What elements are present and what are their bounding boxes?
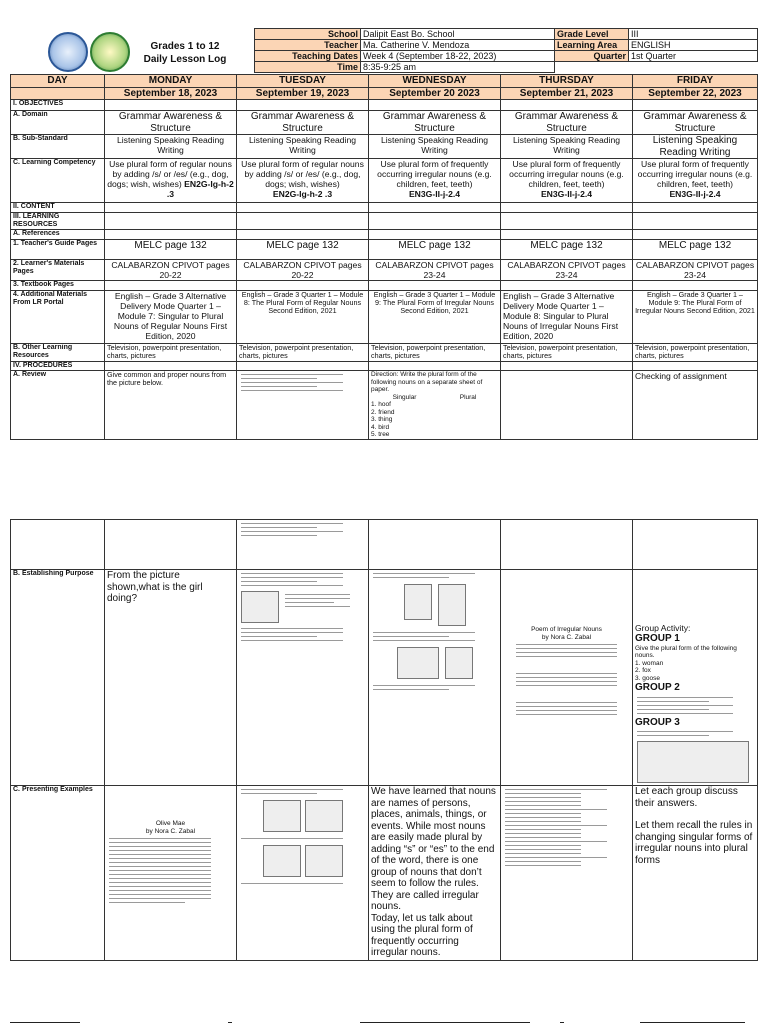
presenting-wednesday-text-1: We have learned that nouns are names of persons, places, animals, things, or events. While most nouns are easily made plural by adding “s” or “es” to the end of the word, there is one group of nouns that don’t seem to follow the rules. They are called irregular nouns. (371, 786, 496, 912)
other-friday: Television, powerpoint presentation, charts, pictures (633, 344, 758, 362)
group-3-label: GROUP 3 (635, 716, 680, 728)
review-row-1: 1. hoof (371, 401, 391, 408)
review-monday: Give common and proper nouns from the picture below. (105, 371, 237, 440)
day-monday: MONDAY (105, 75, 237, 88)
lesson-table-page-1 (10, 74, 758, 440)
competency-row (11, 159, 758, 203)
review-row-2: 2. friend (371, 408, 395, 416)
date-row (11, 87, 758, 100)
presenting-row (11, 786, 758, 961)
procedures-label: IV. PROCEDURES (11, 362, 105, 371)
title-line-1: Grades 1 to 12 (150, 41, 220, 52)
children-image (397, 647, 439, 679)
area-value: ENGLISH (629, 40, 758, 51)
domain-thursday: Grammar Awareness & Structure (501, 111, 633, 135)
presenting-tuesday-pictures (237, 786, 369, 961)
group-1-instructions: Give the plural form of the following nouns. (635, 644, 737, 659)
day-thursday: THURSDAY (501, 75, 633, 88)
poem-title: Poem of Irregular Nouns (531, 626, 602, 633)
substandard-thursday: Listening Speaking Reading Writing (501, 135, 633, 159)
poem-author: by Nora C. Zabal (541, 633, 592, 641)
presenting-monday-story (105, 786, 237, 961)
tg-row (11, 240, 758, 260)
additional-row (11, 291, 758, 344)
lm-thursday: CALABARZON CPIVOT pages 23-24 (501, 260, 633, 281)
objects-image (263, 845, 301, 877)
additional-monday: English – Grade 3 Alternative Delivery Mode Quarter 1 – Module 7: Singular to Plural Nouns of Regular Nouns First Edition, 2020 (105, 291, 237, 344)
other-monday: Television, powerpoint presentation, charts, pictures (105, 344, 237, 362)
deped-seal-logo (48, 32, 88, 72)
competency-tuesday (237, 159, 369, 203)
lm-wednesday: CALABARZON CPIVOT pages 23-24 (369, 260, 501, 281)
review-wednesday (369, 371, 501, 440)
area-label: Learning Area (555, 40, 629, 51)
lm-label: 2. Learner's Materials Pages (11, 260, 105, 281)
dates-label: Teaching Dates (255, 51, 361, 62)
lm-row (11, 260, 758, 281)
tg-monday: MELC page 132 (105, 240, 237, 260)
tg-friday: MELC page 132 (633, 240, 758, 260)
group-1-item-2: 2. fox (635, 667, 651, 674)
day-row (11, 75, 758, 88)
content-label: II. CONTENT (11, 203, 105, 213)
quarter-label: Quarter (555, 51, 629, 62)
substandard-monday: Listening Speaking Reading Writing (105, 135, 237, 159)
competency-text-tuesday: Use plural form of regular nouns by adding /s/ or /es/ (e.g., dog, dogs; wish, wishes) (241, 159, 364, 189)
review-row-5: 5. tree (371, 431, 390, 438)
domain-friday: Grammar Awareness & Structure (633, 111, 758, 135)
competency-wednesday (369, 159, 501, 203)
references-label: A. References (11, 230, 105, 240)
review-row-4: 4. bird (371, 423, 390, 431)
socks-image (445, 647, 473, 679)
substandard-tuesday: Listening Speaking Reading Writing (237, 135, 369, 159)
man-image (438, 584, 466, 626)
review-wednesday-title: Direction: Write the plural form of the following nouns on a separate sheet of paper. (371, 371, 483, 393)
textbook-label: 3. Textbook Pages (11, 281, 105, 291)
date-tuesday: September 19, 2023 (237, 87, 369, 100)
tg-label: 1. Teacher's Guide Pages (11, 240, 105, 260)
lm-tuesday: CALABARZON CPIVOT pages 20-22 (237, 260, 369, 281)
review-continued-worksheet (237, 520, 369, 570)
group-activity-label: Group Activity: (635, 623, 691, 633)
other-row (11, 344, 758, 362)
day-wednesday: WEDNESDAY (369, 75, 501, 88)
balls-image (263, 800, 301, 832)
lm-friday: CALABARZON CPIVOT pages 23-24 (633, 260, 758, 281)
competency-code-thursday: EN3G-II-j-2.4 (540, 189, 593, 199)
establishing-tuesday-passage (237, 570, 369, 786)
competency-thursday (501, 159, 633, 203)
review-friday: Checking of assignment (633, 371, 758, 440)
establishing-thursday-poem (501, 570, 633, 786)
signature-line-2 (228, 1022, 232, 1023)
teacher-value: Ma. Catherine V. Mendoza (361, 40, 555, 51)
header-table (254, 28, 758, 73)
presenting-label: C. Presenting Examples (11, 786, 105, 961)
tg-tuesday: MELC page 132 (237, 240, 369, 260)
group-1-item-3: 3. goose (635, 674, 660, 682)
domain-wednesday: Grammar Awareness & Structure (369, 111, 501, 135)
group-1-item-1: 1. woman (635, 659, 664, 667)
domain-monday: Grammar Awareness & Structure (105, 111, 237, 135)
signature-line-1 (10, 1022, 80, 1023)
competency-text-thursday: Use plural form of frequently occurring irregular nouns (e.g. children, feet, teeth) (509, 159, 624, 189)
quarter-value: 1st Quarter (629, 51, 758, 62)
substandard-wednesday: Listening Speaking Reading Writing (369, 135, 501, 159)
day-friday: FRIDAY (633, 75, 758, 88)
establishing-wednesday-pictures (369, 570, 501, 786)
domain-tuesday: Grammar Awareness & Structure (237, 111, 369, 135)
signature-line-4 (560, 1022, 564, 1023)
establishing-row (11, 570, 758, 786)
objectives-label: I. OBJECTIVES (11, 100, 105, 111)
day-tuesday: TUESDAY (237, 75, 369, 88)
dates-value: Week 4 (September 18-22, 2023) (361, 51, 555, 62)
signature-line-3 (360, 1022, 530, 1023)
date-thursday: September 21, 2023 (501, 87, 633, 100)
domain-label: A. Domain (11, 111, 105, 135)
domain-row (11, 111, 758, 135)
day-label: DAY (11, 75, 105, 88)
school-label: School (255, 29, 361, 40)
school-seal-logo (90, 32, 130, 72)
child-image (404, 584, 432, 620)
presenting-friday (633, 786, 758, 961)
substandard-label: B. Sub-Standard (11, 135, 105, 159)
review-col-singular: Singular (392, 393, 417, 401)
school-value: Dalipit East Bo. School (361, 29, 555, 40)
grade-value: III (629, 29, 758, 40)
review-row-3: 3. thing (371, 416, 393, 423)
dll-title (130, 40, 240, 66)
substandard-friday: Listening Speaking Reading Writing (633, 135, 758, 159)
presenting-wednesday-text-2: Today, let us talk about using the plural form of frequently occurring irregular nouns. (371, 912, 473, 958)
date-wednesday: September 20 2023 (369, 87, 501, 100)
review-tuesday-worksheet (237, 371, 369, 440)
presenting-wednesday (369, 786, 501, 961)
group-1-label: GROUP 1 (635, 633, 680, 644)
date-monday: September 18, 2023 (105, 87, 237, 100)
tg-thursday: MELC page 132 (501, 240, 633, 260)
story-title: Olive Mae (155, 820, 186, 827)
competency-text-wednesday: Use plural form of frequently occurring irregular nouns (e.g. children, feet, teeth) (377, 159, 492, 189)
mystery-box-image (241, 591, 279, 623)
title-line-2: Daily Lesson Log (143, 54, 227, 65)
teacher-label: Teacher (255, 40, 361, 51)
competency-code-friday: EN3G-II-j-2.4 (669, 189, 721, 199)
other-tuesday: Television, powerpoint presentation, charts, pictures (237, 344, 369, 362)
competency-code-monday: EN2G-Ig-h-2 .3 (166, 179, 234, 199)
competency-text-friday: Use plural form of frequently occurring irregular nouns (e.g. children, feet, teeth) (637, 159, 753, 189)
review-label: A. Review (11, 371, 105, 440)
toys-image (305, 800, 343, 832)
group-3-comic-image (637, 741, 749, 783)
time-label: Time (255, 62, 361, 73)
story-author: by Nora C. Zabal (145, 827, 196, 835)
additional-tuesday: English – Grade 3 Quarter 1 – Module 8: The Plural Form of Regular Nouns Second Edition, 2021 (237, 291, 369, 344)
grade-label: Grade Level (555, 29, 629, 40)
lm-monday: CALABARZON CPIVOT pages 20-22 (105, 260, 237, 281)
additional-thursday: English – Grade 3 Alternative Delivery Mode Quarter 1 – Module 8: Singular to Plural Nouns of Irregular Nouns First Edition, 2020 (501, 291, 633, 344)
establishing-monday: From the picture shown,what is the girl doing? (105, 570, 237, 786)
objects-image-2 (305, 845, 343, 877)
date-friday: September 22, 2023 (633, 87, 758, 100)
other-wednesday: Television, powerpoint presentation, charts, pictures (369, 344, 501, 362)
competency-label: C. Learning Competency (11, 159, 105, 203)
group-2-label: GROUP 2 (635, 682, 680, 693)
time-value: 8:35-9:25 am (361, 62, 555, 73)
substandard-row (11, 135, 758, 159)
review-row (11, 371, 758, 440)
competency-code-tuesday: EN2G-Ig-h-2 .3 (272, 189, 333, 199)
competency-friday (633, 159, 758, 203)
additional-label: 4. Additional Materials From LR Portal (11, 291, 105, 344)
presenting-thursday-quiz (501, 786, 633, 961)
signature-line-5 (640, 1022, 745, 1023)
other-thursday: Television, powerpoint presentation, charts, pictures (501, 344, 633, 362)
competency-monday (105, 159, 237, 203)
tg-wednesday: MELC page 132 (369, 240, 501, 260)
presenting-friday-text-2: Let them recall the rules in changing singular forms of irregular nouns into plural forms (635, 820, 753, 866)
competency-code-wednesday: EN3G-II-j-2.4 (408, 189, 461, 199)
establishing-friday (633, 570, 758, 786)
additional-wednesday: English – Grade 3 Quarter 1 – Module 9: The Plural Form of Irregular Nouns Second Edition, 2021 (369, 291, 501, 344)
establishing-label: B. Establishing Purpose (11, 570, 105, 786)
lesson-table-page-2 (10, 519, 758, 961)
review-col-plural: Plural (459, 393, 477, 401)
competency-text-monday: Use plural form of regular nouns by adding /s/ or /es/ (e.g., dog, dogs; wish, wishes) (107, 159, 232, 189)
other-label: B. Other Learning Resources (11, 344, 105, 362)
resources-label: III. LEARNING RESOURCES (11, 213, 105, 230)
additional-friday: English – Grade 3 Quarter 1 – Module 9: The Plural Form of Irregular Nouns Second Edition, 2021 (633, 291, 758, 344)
presenting-friday-text-1: Let each group discuss their answers. (635, 786, 738, 809)
